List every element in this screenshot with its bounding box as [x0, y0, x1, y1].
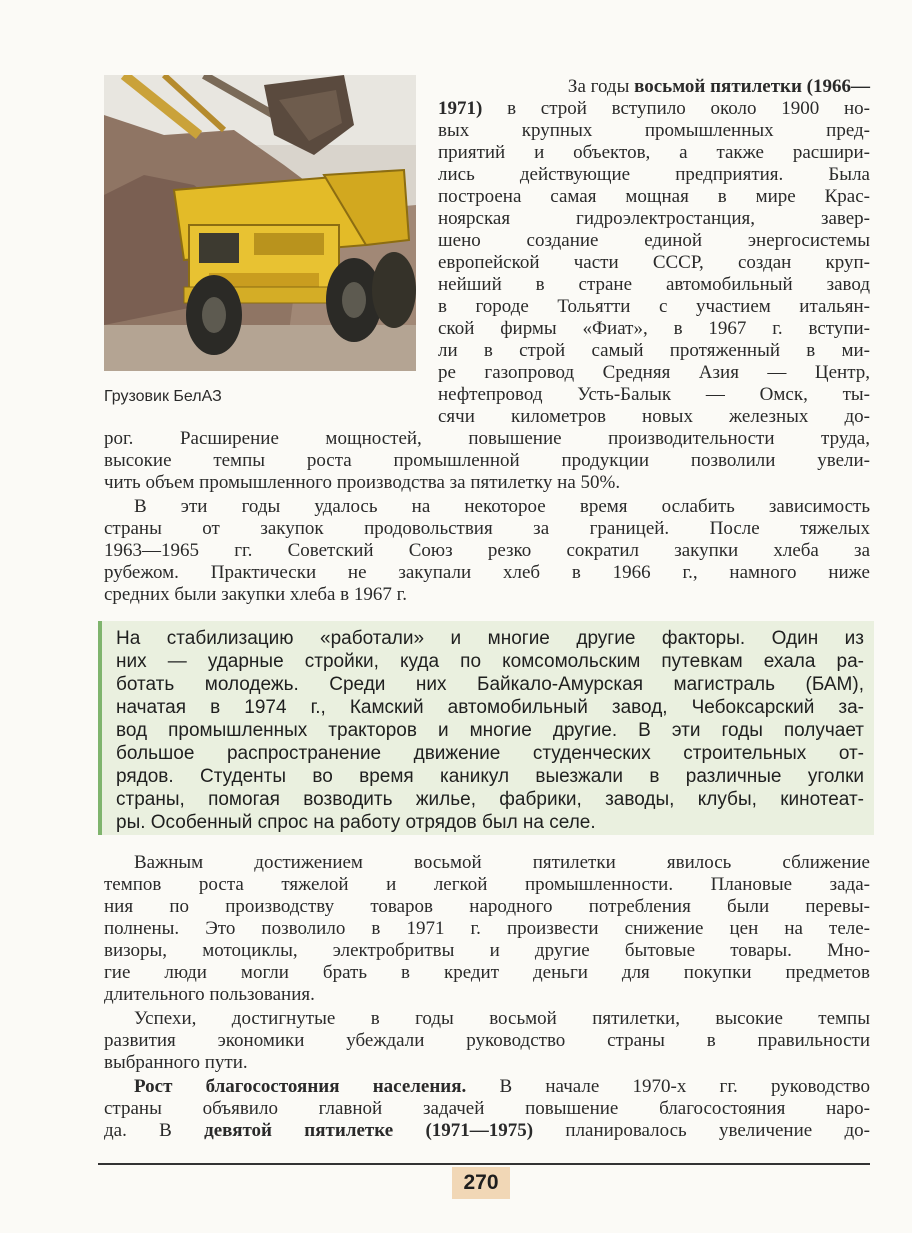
box-line-8: страны, помогая возводить жилье, фабрики, заводы, клубы, кинотеат-: [116, 789, 864, 810]
para2-line-1: В эти годы удалось на некоторое время ослабить зависимость: [134, 496, 870, 517]
para3-line-6: гие люди могли брать в кредит деньги для покупки предметов: [104, 962, 870, 983]
page-number: 270: [452, 1167, 510, 1199]
intro-line-4: приятий и объектов, а также расшири-: [438, 142, 870, 163]
intro-line-6: построена самая мощная в мире Крас-: [438, 186, 870, 207]
para3-line-7: длительного пользования.: [104, 984, 315, 1005]
intro-line-5: лись действующие предприятия. Была: [438, 164, 870, 185]
para4-line-1: Успехи, достигнутые в годы восьмой пятилетки, высокие темпы: [134, 1008, 870, 1029]
intro-line-3: вых крупных промышленных пред-: [438, 120, 870, 141]
intro-line-7: ноярская гидроэлектростанция, завер-: [438, 208, 870, 229]
intro-line-19: чить объем промышленного производства за пятилетку на 50%.: [104, 472, 621, 493]
intro-line-2: 1971) в строй вступило около 1900 но-: [438, 98, 870, 119]
intro-line-11: в городе Тольятти с участием итальян-: [438, 296, 870, 317]
para3-line-1: Важным достижением восьмой пятилетки явилось сближение: [134, 852, 870, 873]
para2-line-5: средних были закупки хлеба в 1967 г.: [104, 584, 408, 605]
para5-line-2: страны объявило главной задачей повышение благосостояния наро-: [104, 1098, 870, 1119]
para5-line-1: Рост благосостояния населения. В начале 1970-х гг. руководство: [134, 1076, 870, 1097]
box-line-5: вод промышленных тракторов и многие другие. В эти годы получает: [116, 720, 864, 741]
photo-caption: Грузовик БелАЗ: [104, 388, 222, 405]
intro-line-17: рог. Расширение мощностей, повышение производительности труда,: [104, 428, 870, 449]
box-line-1: На стабилизацию «работали» и многие другие факторы. Один из: [116, 628, 864, 649]
intro-line-13: ли в строй самый протяженный в ми-: [438, 340, 870, 361]
para3-line-2: темпов роста тяжелой и легкой промышленности. Плановые зада-: [104, 874, 870, 895]
box-line-2: них — ударные стройки, куда по комсомольским путевкам ехала ра-: [116, 651, 864, 672]
box-line-6: большое распространение движение студенческих строительных от-: [116, 743, 864, 764]
para2-line-4: рубежом. Практически не закупали хлеб в 1966 г., намного ниже: [104, 562, 870, 583]
para4-line-3: выбранного пути.: [104, 1052, 248, 1073]
intro-line-1: За годы восьмой пятилетки (1966—: [567, 76, 870, 97]
box-line-9: ры. Особенный спрос на работу отрядов был на селе.: [116, 812, 596, 833]
para5-line-3: да. В девятой пятилетке (1971—1975) планировалось увеличение до-: [104, 1120, 870, 1141]
para2-line-2: страны от закупок продовольствия за границей. После тяжелых: [104, 518, 870, 539]
intro-line-12: ской фирмы «Фиат», в 1967 г. вступи-: [438, 318, 870, 339]
intro-line-14: ре газопровод Средняя Азия — Центр,: [438, 362, 870, 383]
intro-line-16: сячи километров новых железных до-: [438, 406, 870, 427]
intro-line-8: шено создание единой энергосистемы: [438, 230, 870, 251]
box-line-3: ботать молодежь. Среди них Байкало-Амурская магистраль (БАМ),: [116, 674, 864, 695]
para2-line-3: 1963—1965 гг. Советский Союз резко сократил закупки хлеба за: [104, 540, 870, 561]
para3-line-4: полнены. Это позволило в 1971 г. произвести снижение цен на теле-: [104, 918, 870, 939]
footer-rule: [98, 1163, 870, 1165]
intro-line-10: нейший в стране автомобильный завод: [438, 274, 870, 295]
box-line-7: рядов. Студенты во время каникул выезжали в различные уголки: [116, 766, 864, 787]
box-line-4: начатая в 1974 г., Камский автомобильный завод, Чебоксарский за-: [116, 697, 864, 718]
belaz-truck-photo: [104, 75, 416, 371]
para3-line-3: ния по производству товаров народного потребления были перевы-: [104, 896, 870, 917]
intro-line-15: нефтепровод Усть-Балык — Омск, ты-: [438, 384, 870, 405]
belaz-truck-illustration: [104, 75, 416, 371]
intro-line-9: европейской части СССР, создан круп-: [438, 252, 870, 273]
para3-line-5: визоры, мотоциклы, электробритвы и другие бытовые товары. Мно-: [104, 940, 870, 961]
intro-line-18: высокие темпы роста промышленной продукции позволили увели-: [104, 450, 870, 471]
para4-line-2: развития экономики убеждали руководство страны в правильности: [104, 1030, 870, 1051]
